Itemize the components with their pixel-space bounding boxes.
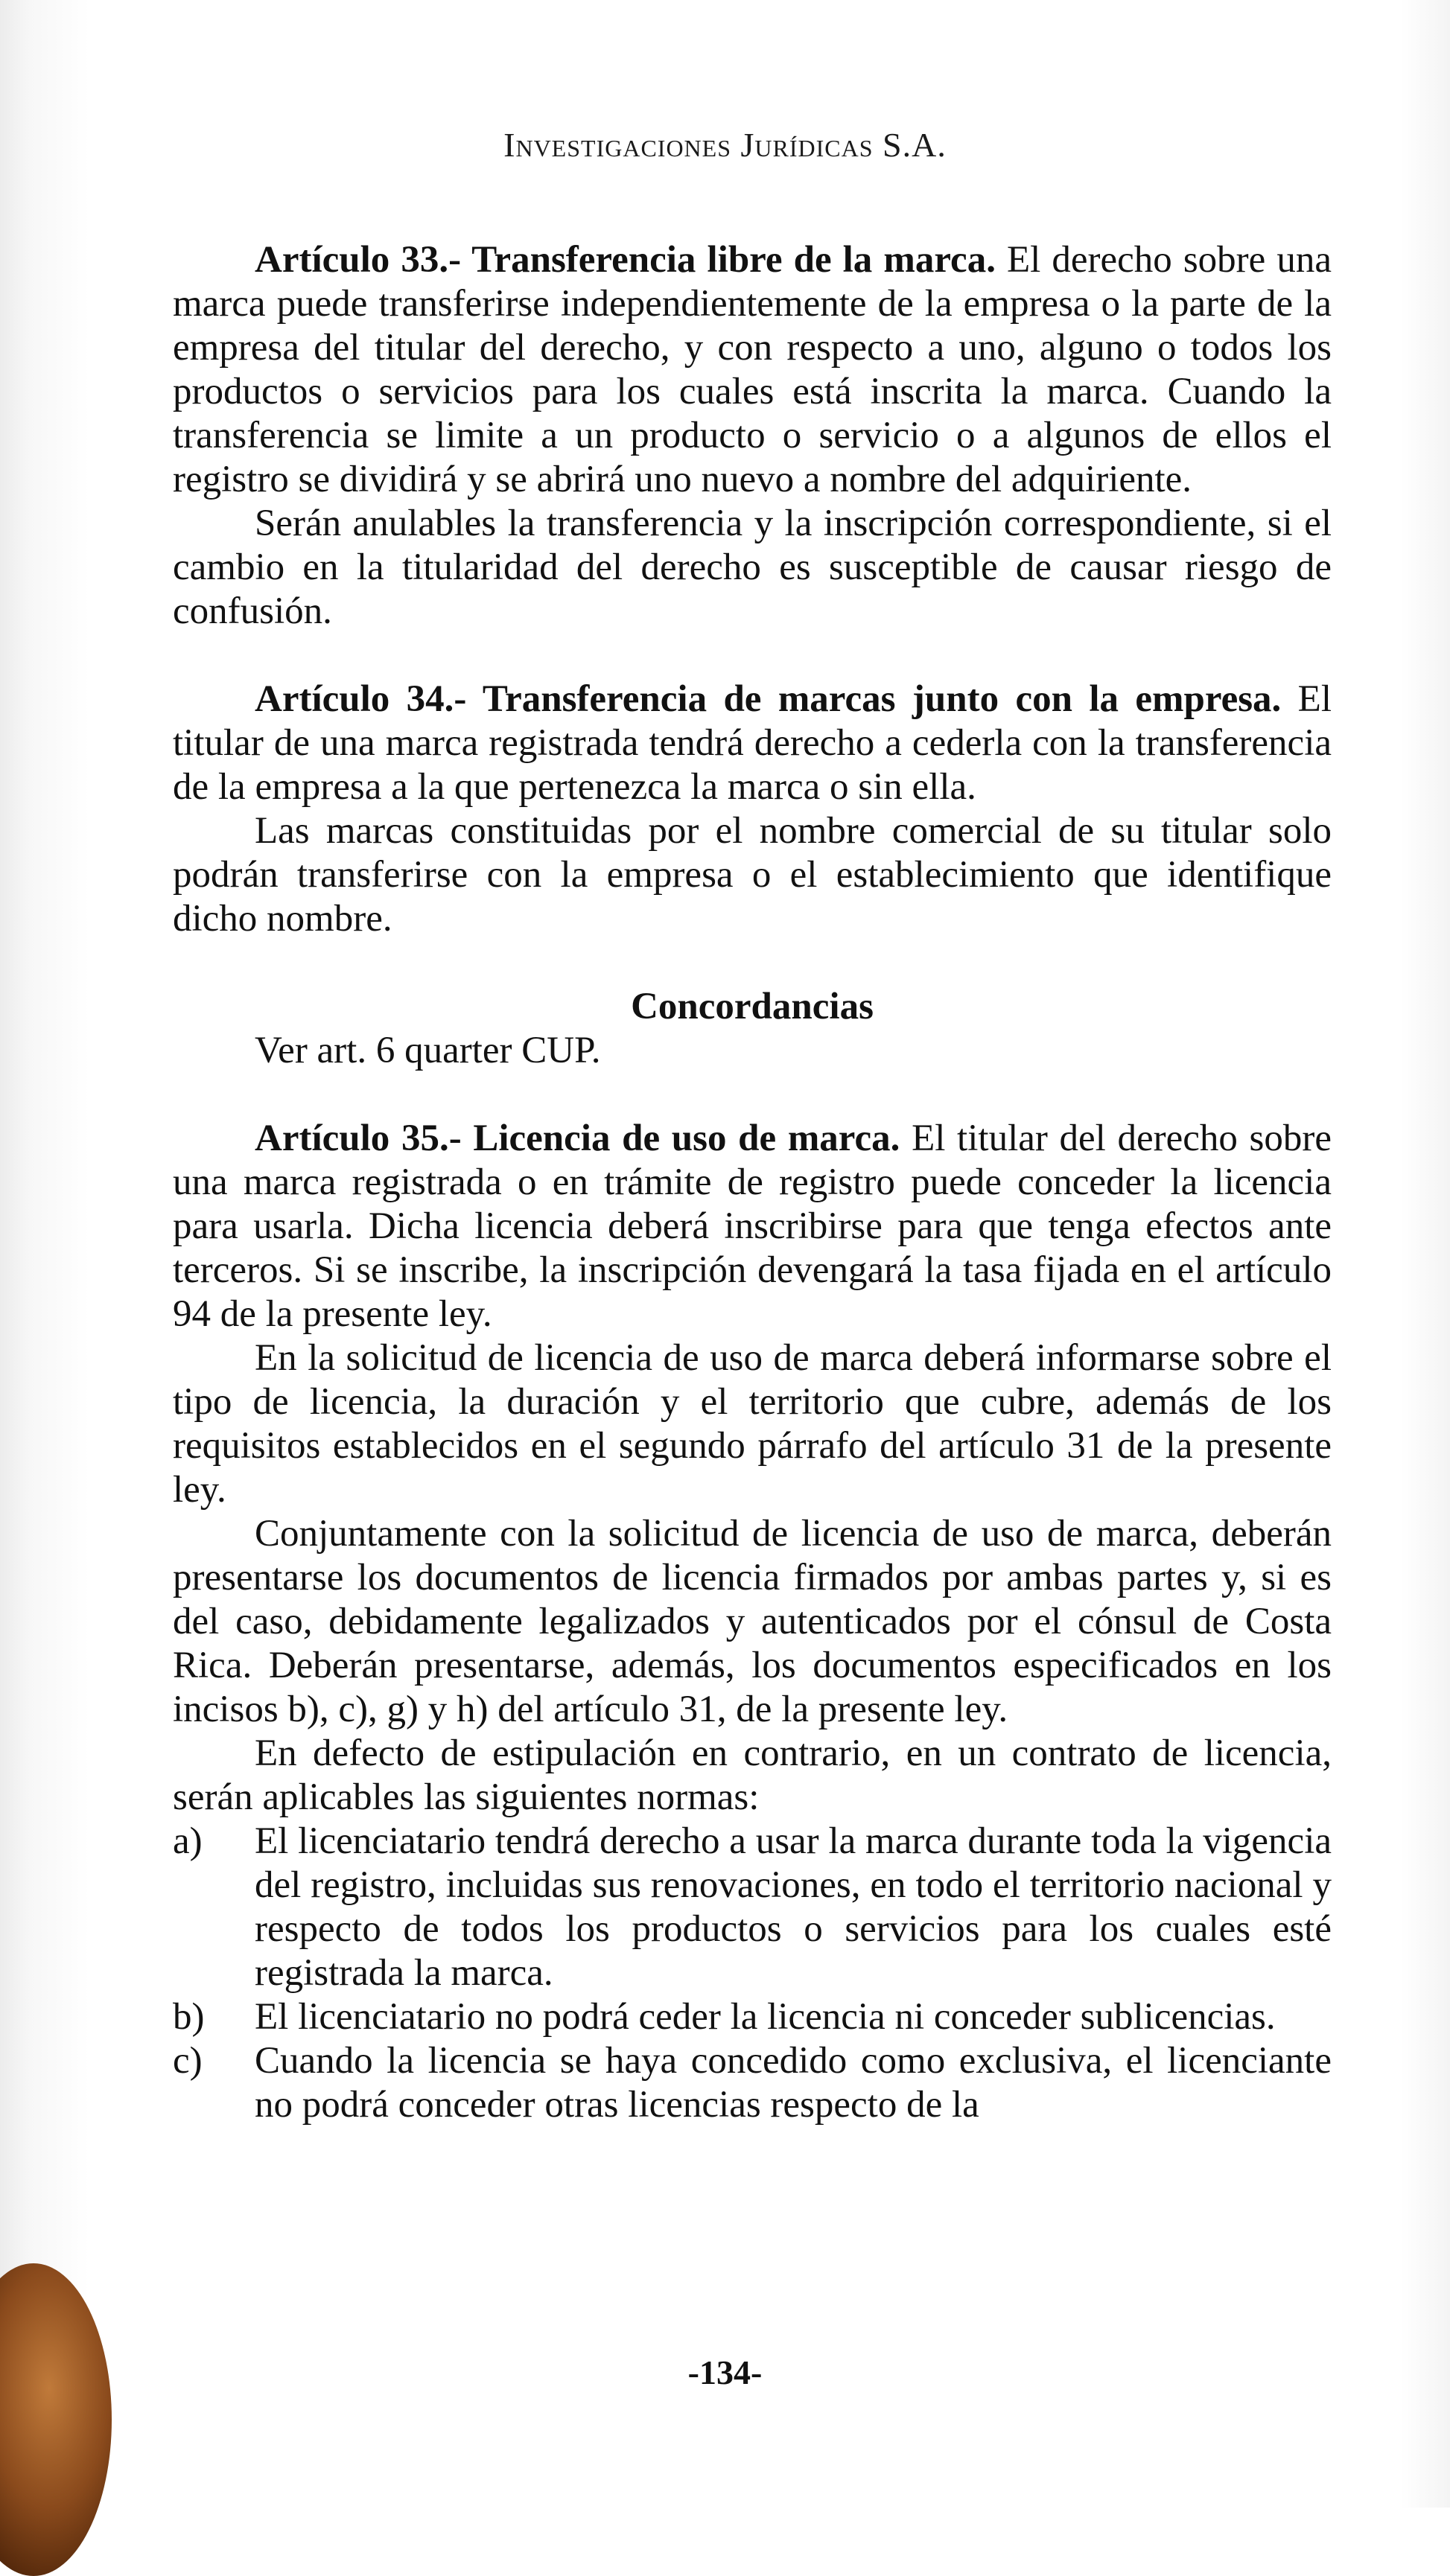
running-head: Investigaciones Jurídicas S.A.: [503, 126, 947, 164]
list-item-text: El licenciatario no podrá ceder la licencia ni conceder sublicencias.: [255, 1996, 1276, 2038]
list-item: [173, 1820, 1332, 1995]
thumb-photo-artifact: [0, 2263, 112, 2576]
list-item: [173, 2039, 1332, 2127]
concordancias-section: [173, 985, 1332, 1073]
page-body: [173, 238, 1332, 2171]
article-33-paragraph-1: [173, 238, 1332, 502]
article-34-text-1: El titular de una marca registrada tendrá derecho a cederla con la transferencia de la empresa a la que pertenezca la marca o sin ella.: [173, 678, 1332, 808]
article-33-paragraph-2: Serán anulables la transferencia y la inscripción correspondiente, si el cambio en la titularidad del derecho es susceptible de causar riesgo de confusión.: [173, 503, 1332, 632]
article-34-heading: Artículo 34.- Transferencia de marcas junto con la empresa.: [255, 678, 1282, 720]
list-item-text: El licenciatario tendrá derecho a usar la marca durante toda la vigencia del registro, incluidas sus renovaciones, en todo el territorio nacional y respecto de todos los productos o servicios para los cuales esté registrada la marca.: [255, 1820, 1332, 1994]
page-number: -134-: [687, 2353, 763, 2391]
article-35-list: [173, 1820, 1332, 2127]
concordancias-title: Concordancias: [631, 986, 874, 1027]
list-item-marker: c): [173, 2040, 203, 2082]
article-33-heading: Artículo 33.- Transferencia libre de la marca.: [255, 239, 996, 281]
article-35: [173, 1117, 1332, 2127]
list-item-marker: b): [173, 1996, 205, 2038]
article-34-paragraph-2: Las marcas constituidas por el nombre comercial de su titular solo podrán transferirse con la empresa o el establecimiento que identifique dicho nombre.: [173, 810, 1332, 940]
concordancias-text: Ver art. 6 quarter CUP.: [255, 1030, 601, 1071]
list-item-marker: a): [173, 1820, 203, 1862]
article-33-text-1: El derecho sobre una marca puede transferirse independientemente de la empresa o la parte de la empresa del titular del derecho, y con respecto a uno, alguno o todos los productos o servicios para los cuales está inscrita la marca. Cuando la transferencia se limite a un producto o servicio o a algunos de ellos el registro se dividirá y se abrirá uno nuevo a nombre del adquiriente.: [173, 239, 1332, 500]
list-item: [173, 1995, 1332, 2039]
article-34: [173, 678, 1332, 941]
article-35-paragraph-4: En defecto de estipulación en contrario, en un contrato de licencia, serán aplicables las siguientes normas:: [173, 1732, 1332, 1818]
article-34-paragraph-1: [173, 678, 1332, 809]
list-item-text: Cuando la licencia se haya concedido como exclusiva, el licenciante no podrá conceder otras licencias respecto de la: [255, 2040, 1332, 2126]
article-35-paragraph-1: [173, 1117, 1332, 1336]
article-35-text-1: El titular del derecho sobre una marca registrada o en trámite de registro puede conceder la licencia para usarla. Dicha licencia deberá inscribirse para que tenga efectos ante terceros. Si se inscribe, la inscripción devengará la tasa fijada en el artículo 94 de la presente ley.: [173, 1118, 1332, 1335]
article-35-paragraph-3: Conjuntamente con la solicitud de licencia de uso de marca, deberán presentarse los documentos de licencia firmados por ambas partes y, si es del caso, debidamente legalizados y autenticados por el cónsul de Costa Rica. Deberán presentarse, además, los documentos especificados en los incisos b), c), g) y h) del artículo 31, de la presente ley.: [173, 1513, 1332, 1730]
article-35-paragraph-2: En la solicitud de licencia de uso de marca deberá informarse sobre el tipo de licencia, la duración y el territorio que cubre, además de los requisitos establecidos en el segundo párrafo del artículo 31 de la presente ley.: [173, 1337, 1332, 1511]
article-35-heading: Artículo 35.- Licencia de uso de marca.: [255, 1118, 900, 1159]
article-33: [173, 238, 1332, 634]
